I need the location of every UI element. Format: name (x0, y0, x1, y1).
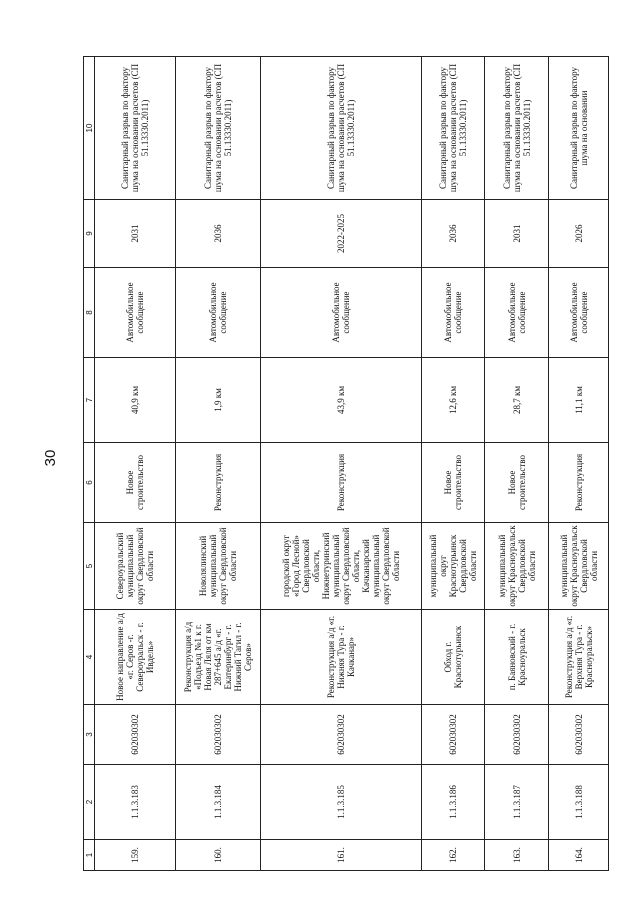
cell-zone: Санитарный разрыв по фактору шума на основании (549, 57, 609, 200)
cell-object-name: Обход г. Краснотурьинск (422, 610, 485, 705)
cell-work-type: Новое строительство (95, 443, 176, 523)
table-row (261, 57, 422, 871)
cell-length: 43,9 км (261, 358, 422, 443)
cell-zone: Санитарный разрыв по фактору шума на основании расчетов (СП 51.13330.2011) (176, 57, 261, 200)
data-table (83, 56, 609, 871)
column-number: 2 (84, 765, 95, 840)
cell-classifier: 602030302 (485, 705, 549, 765)
cell-purpose: Автомобильное сообщение (176, 268, 261, 358)
table-row (422, 57, 485, 871)
cell-work-type: Реконструкция (261, 443, 422, 523)
column-number: 6 (84, 443, 95, 523)
cell-period: 2031 (485, 200, 549, 268)
cell-location: муниципальный округ Красноуральск Свердловской области (549, 523, 609, 610)
column-number: 7 (84, 358, 95, 443)
cell-length: 28,7 км (485, 358, 549, 443)
page-number-wrap (37, 446, 65, 470)
cell-work-type: Реконструкция (176, 443, 261, 523)
column-number: 5 (84, 523, 95, 610)
column-number: 4 (84, 610, 95, 705)
cell-classifier: 602030302 (176, 705, 261, 765)
column-number: 3 (84, 705, 95, 765)
rotated-table-wrapper (83, 57, 599, 871)
table-row (549, 57, 609, 871)
cell-period: 2022-2025 (261, 200, 422, 268)
cell-code: 1.1.3.186 (422, 765, 485, 840)
cell-object-name: Реконструкция а/д «г. Нижняя Тура - г. Качканар» (261, 610, 422, 705)
cell-row-number: 161. (261, 840, 422, 871)
column-number-row (84, 57, 95, 871)
cell-zone: Санитарный разрыв по фактору шума на основании расчетов (СП 51.13330.2011) (95, 57, 176, 200)
cell-code: 1.1.3.185 (261, 765, 422, 840)
page-number: 30 (42, 449, 59, 467)
cell-code: 1.1.3.188 (549, 765, 609, 840)
column-number: 10 (84, 57, 95, 200)
column-number: 8 (84, 268, 95, 358)
cell-row-number: 159. (95, 840, 176, 871)
cell-length: 1,9 км (176, 358, 261, 443)
cell-length: 40,9 км (95, 358, 176, 443)
cell-location: городской округ «Город Лесной» Свердловской области, Нижнетуринский муниципальный округ Свердловской области, Качканарский муниципальный округ Свердловской области (261, 523, 422, 610)
cell-purpose: Автомобильное сообщение (485, 268, 549, 358)
cell-classifier: 602030302 (261, 705, 422, 765)
cell-zone: Санитарный разрыв по фактору шума на основании расчетов (СП 51.13330.2011) (422, 57, 485, 200)
cell-row-number: 164. (549, 840, 609, 871)
cell-classifier: 602030302 (422, 705, 485, 765)
cell-work-type: Реконструкция (549, 443, 609, 523)
cell-purpose: Автомобильное сообщение (422, 268, 485, 358)
cell-length: 12,6 км (422, 358, 485, 443)
cell-row-number: 160. (176, 840, 261, 871)
cell-work-type: Новое строительство (422, 443, 485, 523)
cell-location: муниципальный округ Красноуральск Свердловской области (485, 523, 549, 610)
cell-classifier: 602030302 (95, 705, 176, 765)
cell-code: 1.1.3.187 (485, 765, 549, 840)
table-row (485, 57, 549, 871)
cell-period: 2031 (95, 200, 176, 268)
cell-zone: Санитарный разрыв по фактору шума на основании расчетов (СП 51.13330.2011) (261, 57, 422, 200)
cell-length: 11,1 км (549, 358, 609, 443)
cell-row-number: 162. (422, 840, 485, 871)
cell-purpose: Автомобильное сообщение (549, 268, 609, 358)
cell-object-name: Реконструкция а/д «г. Верхняя Тура - г. Красноуральск» (549, 610, 609, 705)
column-number: 9 (84, 200, 95, 268)
cell-object-name: п. Баяновский - г. Красноуральск (485, 610, 549, 705)
cell-object-name: Реконструкция а/д «Подъезд №1 к г. Новая Ляля от км 287+645 а/д «г. Екатеринбург - г. Нижний Тагил - г. Серов» (176, 610, 261, 705)
column-number: 1 (84, 840, 95, 871)
cell-period: 2036 (176, 200, 261, 268)
cell-period: 2036 (422, 200, 485, 268)
cell-location: Новолялинский муниципальный округ Свердловской области (176, 523, 261, 610)
cell-zone: Санитарный разрыв по фактору шума на основании расчетов (СП 51.13330.2011) (485, 57, 549, 200)
cell-code: 1.1.3.184 (176, 765, 261, 840)
cell-classifier: 602030302 (549, 705, 609, 765)
cell-period: 2026 (549, 200, 609, 268)
cell-code: 1.1.3.183 (95, 765, 176, 840)
cell-purpose: Автомобильное сообщение (261, 268, 422, 358)
cell-object-name: Новое направление а/д «г. Серов -г. Североуральск - г. Ивдель» (95, 610, 176, 705)
table-row (95, 57, 176, 871)
table-row (176, 57, 261, 871)
cell-location: муниципальный округ Краснотурьинск Свердловской области (422, 523, 485, 610)
cell-work-type: Новое строительство (485, 443, 549, 523)
cell-row-number: 163. (485, 840, 549, 871)
cell-location: Североуральский муниципальный округ Свердловской области (95, 523, 176, 610)
cell-purpose: Автомобильное сообщение (95, 268, 176, 358)
